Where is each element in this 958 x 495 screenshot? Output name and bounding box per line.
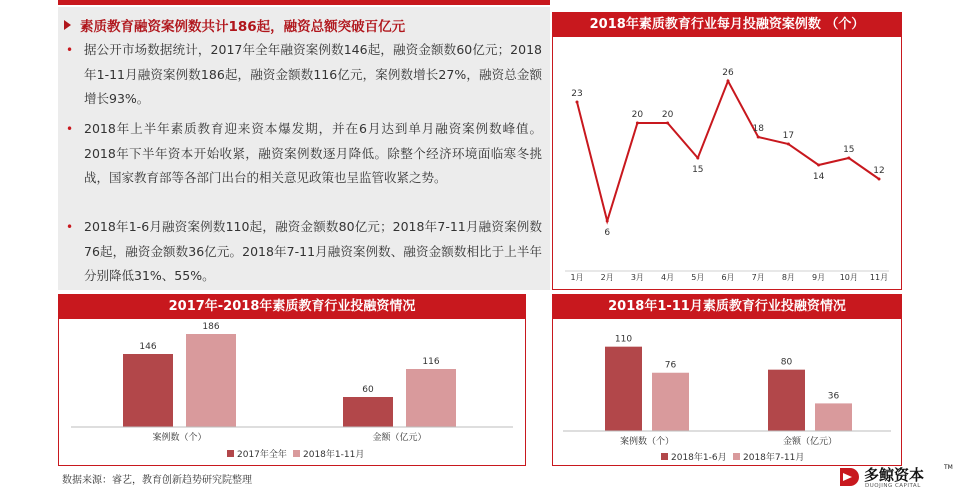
bar <box>123 354 173 427</box>
x-tick-label: 10月 <box>839 273 858 282</box>
x-tick-label: 9月 <box>812 273 826 282</box>
data-label: 23 <box>571 89 583 99</box>
bullet-dot-icon: • <box>66 122 74 136</box>
x-tick-label: 6月 <box>721 273 735 282</box>
x-tick-label: 案例数（个） <box>619 437 675 447</box>
x-tick-label: 8月 <box>781 273 795 282</box>
x-tick-label: 金额（亿元） <box>782 437 838 447</box>
bullet-text: 2018年上半年素质教育迎来资本爆发期，并在6月达到单月融资案例数峰值。2018年下半年资本开始收紧，融资案例数逐月降低。除整个经济环境面临寒冬挑战，国家教育部等各部门出台的相关意见政策也呈监管收紧之势。 <box>84 121 542 185</box>
bullet-paragraph-1 <box>66 38 542 112</box>
chart-title: 2018年1-11月素质教育行业投融资情况 <box>553 295 901 319</box>
data-point <box>727 80 730 83</box>
triangle-bullet-icon <box>64 20 71 30</box>
bar-value-label: 186 <box>202 322 220 332</box>
headline-text: 素质教育融资案例数共计186起，融资总额突破百亿元 <box>80 19 406 35</box>
legend-swatch <box>733 453 740 460</box>
chart-title: 2018年素质教育行业每月投融资案例数 （个） <box>553 13 901 37</box>
bullet-paragraph-2 <box>66 117 542 191</box>
monthly-cases-chart <box>552 12 902 290</box>
x-tick-label: 3月 <box>630 273 644 282</box>
data-point <box>636 122 639 125</box>
logo-subtitle: DUOJING CAPITAL <box>865 483 921 489</box>
legend-label: 2018年1-11月 <box>303 450 365 460</box>
bullet-dot-icon: • <box>66 220 74 234</box>
data-label: 15 <box>692 165 704 175</box>
legend-label: 2017年全年 <box>237 450 287 460</box>
data-label: 6 <box>604 228 611 238</box>
x-tick-label: 1月 <box>570 273 584 282</box>
bullet-text: 2018年1-6月融资案例数110起，融资金额数80亿元；2018年7-11月融资案例数76起，融资金额数36亿元。2018年7-11月融资案例数、融资金额数相比于上半年分别降低31%、55%。 <box>84 219 542 283</box>
company-logo <box>838 464 953 492</box>
legend-swatch <box>227 450 234 457</box>
bar-chart-canvas <box>553 295 901 465</box>
bar-value-label: 110 <box>614 334 633 345</box>
half-year-financing-chart <box>552 294 902 466</box>
data-point <box>817 164 820 167</box>
annual-financing-chart <box>58 294 526 466</box>
logo-name: 多鲸资本 <box>864 466 925 484</box>
chart-title: 2017年-2018年素质教育行业投融资情况 <box>59 295 525 319</box>
x-tick-label: 7月 <box>751 273 765 282</box>
data-label: 26 <box>722 68 734 78</box>
series-line <box>577 81 879 221</box>
data-point <box>696 157 699 160</box>
logo-trademark: TM <box>944 464 953 471</box>
x-tick-label: 5月 <box>691 273 705 282</box>
data-point <box>847 157 850 160</box>
bar <box>343 397 393 427</box>
x-tick-label: 11月 <box>869 273 889 282</box>
bar <box>768 370 805 431</box>
legend-swatch <box>293 450 300 457</box>
data-point <box>787 143 790 146</box>
data-label: 20 <box>661 110 674 120</box>
bar-value-label: 36 <box>827 391 840 402</box>
data-point <box>666 122 669 125</box>
bar <box>605 347 642 431</box>
top-accent-rule <box>58 0 550 5</box>
data-label: 14 <box>812 172 825 182</box>
data-source-note: 数据来源：睿艺，教育创新趋势研究院整理 <box>62 475 252 486</box>
data-point <box>606 220 609 223</box>
x-tick-label: 案例数（个） <box>152 433 207 443</box>
data-label: 15 <box>843 145 855 155</box>
data-label: 20 <box>631 110 644 120</box>
bar <box>186 334 236 427</box>
bar-value-label: 80 <box>780 357 793 368</box>
bullet-paragraph-3 <box>66 215 542 289</box>
bar <box>815 403 852 431</box>
bar-value-label: 60 <box>362 385 374 395</box>
data-label: 12 <box>873 166 885 176</box>
bullet-dot-icon: • <box>66 43 74 57</box>
bar-value-label: 76 <box>664 360 677 371</box>
whale-logo-icon <box>838 466 860 488</box>
legend-swatch <box>661 453 668 460</box>
data-point <box>757 136 760 139</box>
legend-label: 2018年1-6月 <box>671 453 727 463</box>
bullet-text: 据公开市场数据统计，2017年全年融资案例数146起，融资金额数60亿元；2018年1-11月融资案例数186起，融资金额数116亿元，案例数增长27%，融资总金额增长93%。 <box>84 42 542 106</box>
line-chart-canvas <box>553 13 901 289</box>
bar <box>652 373 689 431</box>
x-tick-label: 金额（亿元） <box>372 433 427 443</box>
data-point <box>878 178 881 181</box>
x-tick-label: 4月 <box>661 273 675 282</box>
bar <box>406 369 456 427</box>
bar-chart-canvas <box>59 295 525 465</box>
data-label: 17 <box>782 131 795 141</box>
x-tick-label: 2月 <box>600 273 614 282</box>
bar-value-label: 146 <box>139 342 157 352</box>
legend-label: 2018年7-11月 <box>743 453 805 463</box>
data-label: 18 <box>752 124 764 134</box>
bar-value-label: 116 <box>422 357 440 367</box>
summary-headline <box>64 15 405 35</box>
data-point <box>576 101 579 104</box>
summary-panel <box>58 7 550 290</box>
